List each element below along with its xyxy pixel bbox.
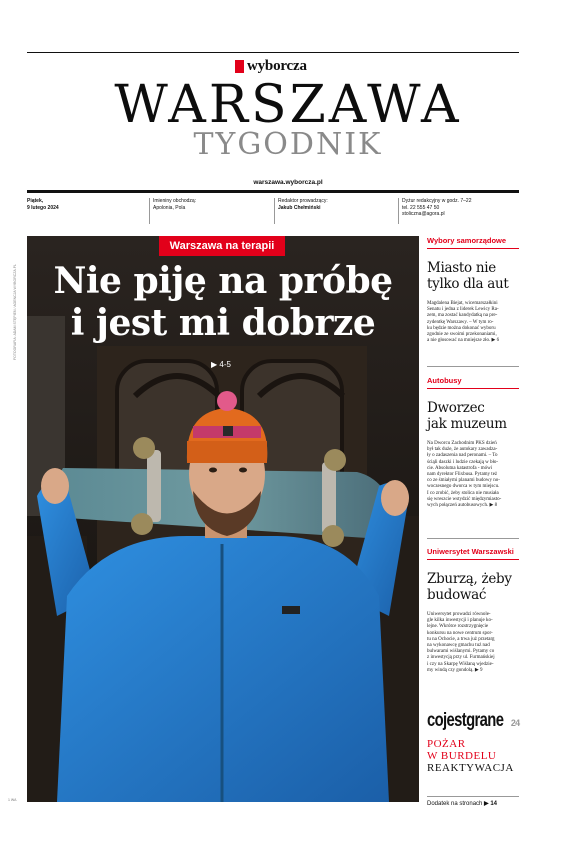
nameday-info bbox=[149, 198, 274, 224]
issue-day: Piątek, bbox=[27, 198, 44, 204]
story-body-line: konkursu na nowe centrum spor- bbox=[427, 630, 493, 636]
story-headline-line2: jak muzeum bbox=[427, 416, 507, 432]
story-buses[interactable] bbox=[427, 376, 519, 509]
story-body-line: ściąli daszki i ludzie czekają w bło- bbox=[427, 459, 499, 465]
story-body-line: a nie głosować na mniejsze zło. ▶ 6 bbox=[427, 338, 500, 344]
story-body-line: Magdalena Biejat, wicemarszałkini bbox=[427, 301, 498, 306]
brand-square-icon bbox=[235, 60, 244, 73]
story-headline-line2: tylko dla aut bbox=[427, 276, 509, 292]
editor-label: Redaktor prowadzący: bbox=[278, 198, 328, 204]
story-body bbox=[427, 301, 519, 344]
story-headline-line1: Miasto nie bbox=[427, 260, 496, 276]
story-headline bbox=[427, 571, 519, 603]
story-body-line: wych połączeń autobusowych. ▶ 8 bbox=[427, 503, 498, 509]
story-body-line: lejne. Wkrótce rozstrzygnięcie bbox=[427, 624, 489, 630]
duty-phone[interactable]: tel. 22 555 47 50 bbox=[402, 204, 440, 211]
cojestgrane-promo[interactable] bbox=[427, 710, 519, 774]
story-body-line: gle kilka inwestycji i planuje ko- bbox=[427, 618, 493, 624]
site-url[interactable]: warszawa.wyborcza.pl bbox=[253, 179, 323, 186]
story-body bbox=[427, 612, 519, 674]
masthead-subtitle: TYGODNIK bbox=[193, 127, 383, 162]
sidebar-divider bbox=[427, 366, 519, 367]
story-body-line: zem, ma zostać kandydatką na pre- bbox=[427, 313, 498, 319]
hero-headline-line1: Nie piję na próbę bbox=[53, 260, 393, 302]
promo-line: POŻAR bbox=[427, 738, 466, 750]
story-headline-line1: Dworzec bbox=[427, 400, 485, 416]
story-body-line: się wreszcie wstydzić międzymiasto- bbox=[427, 496, 502, 502]
nameday-names: Apolonia, Pola bbox=[153, 204, 186, 211]
nameday-label: Imieniny obchodzą: bbox=[153, 198, 197, 204]
supplement-ref-page: ▶ 14 bbox=[484, 801, 498, 807]
hero-kicker-badge[interactable]: Warszawa na terapii bbox=[159, 236, 285, 256]
masthead-top-rule bbox=[27, 52, 519, 53]
story-body-line: bulwarami wiślanymi. Pytamy co bbox=[427, 649, 495, 655]
duty-info bbox=[398, 198, 519, 224]
supplement-ref-label: Dodatek na stronach bbox=[427, 801, 483, 807]
masthead-title: WARSZAWA bbox=[114, 75, 462, 135]
story-body-line: Uniwersytet prowadzi równole- bbox=[427, 612, 491, 617]
hero-headline[interactable] bbox=[27, 260, 419, 344]
supplement-ref[interactable] bbox=[427, 796, 519, 807]
story-university[interactable] bbox=[427, 547, 519, 674]
promo-line: REAKTYWACJA bbox=[427, 762, 514, 774]
story-body bbox=[427, 441, 519, 509]
story-body-line: my windą czy gondolą. ▶ 9 bbox=[427, 667, 483, 673]
story-body-line: cie. Absolutna katastrofa - mówi bbox=[427, 465, 493, 471]
story-body-line: z inwestycją przy ul. Furmańskiej bbox=[427, 655, 495, 661]
story-body-line: był tak duże, że autokary zawadza- bbox=[427, 447, 498, 453]
sidebar-divider bbox=[427, 538, 519, 539]
hero-headline-line2: i jest mi dobrze bbox=[70, 302, 376, 344]
story-headline bbox=[427, 400, 519, 432]
story-body-line: I co zrobić, żeby stolica nie musiała bbox=[427, 490, 499, 496]
story-kicker: Autobusy bbox=[427, 376, 519, 389]
cojestgrane-logo bbox=[427, 710, 519, 732]
duty-hours: Dyżur redakcyjny w godz. 7–22 bbox=[402, 198, 472, 204]
promo-line: W BURDELU bbox=[427, 750, 497, 762]
story-body-line: Senatu i jedna z liderek Lewicy Ra- bbox=[427, 307, 499, 313]
info-bar bbox=[27, 198, 519, 224]
story-headline bbox=[427, 260, 519, 292]
story-body-line: tu na Ochocie, a trwa już przetarg bbox=[427, 636, 495, 642]
story-kicker: Uniwersytet Warszawski bbox=[427, 547, 519, 560]
cojestgrane-logo-24: 24 bbox=[510, 718, 520, 728]
duty-email[interactable]: stoliczna@agora.pl bbox=[402, 211, 445, 217]
story-elections[interactable] bbox=[427, 236, 519, 344]
story-body-line: zgodnie ze swoimi przekonaniami, bbox=[427, 332, 497, 338]
editor-name: Jakub Chełmiński bbox=[278, 204, 321, 211]
hero-page-ref[interactable]: ▶ 4-5 bbox=[211, 360, 231, 369]
story-headline-line1: Zburzą, żeby bbox=[427, 571, 512, 587]
story-body-line: nam dyrektor Flixbusa. Pytamy też bbox=[427, 472, 498, 478]
story-headline-line2: budować bbox=[427, 587, 487, 603]
issue-date bbox=[27, 198, 149, 224]
photo-credit: FOTOGRAFIA: ADAM STĘPIEŃ / AGENCJA WYBORCZA.PL bbox=[13, 263, 17, 360]
brand-name: wyborcza bbox=[247, 57, 307, 74]
story-body-line: na wykonawcę gmachu tuż nad bbox=[427, 643, 490, 649]
story-body-line: Na Dworcu Zachodnim PKS dzień bbox=[427, 441, 497, 446]
cover-photo[interactable] bbox=[27, 236, 419, 802]
cojestgrane-logo-text: cojestgrane bbox=[427, 710, 504, 731]
story-body-line: ły o zadaszenia nad peronami. – To bbox=[427, 453, 498, 459]
issue-date-value: 9 lutego 2024 bbox=[27, 204, 59, 211]
story-kicker: Wybory samorządowe bbox=[427, 236, 519, 249]
story-body-line: ku będzie można dokonać wyboru bbox=[427, 325, 496, 331]
page-code: 1 WA bbox=[8, 798, 17, 802]
brand-logo[interactable] bbox=[235, 58, 307, 74]
story-body-line: zydentkę Warszawy. – W tym ro- bbox=[427, 319, 494, 325]
story-body-line: co ze śmiałymi planami budowy no- bbox=[427, 478, 500, 484]
story-body-line: woczesnego dworca w tym miejscu. bbox=[427, 484, 500, 490]
editor-info bbox=[274, 198, 398, 224]
masthead-bottom-rule bbox=[27, 190, 519, 193]
story-body-line: i czy na Skarpę Wiślaną wjedzie- bbox=[427, 661, 494, 667]
